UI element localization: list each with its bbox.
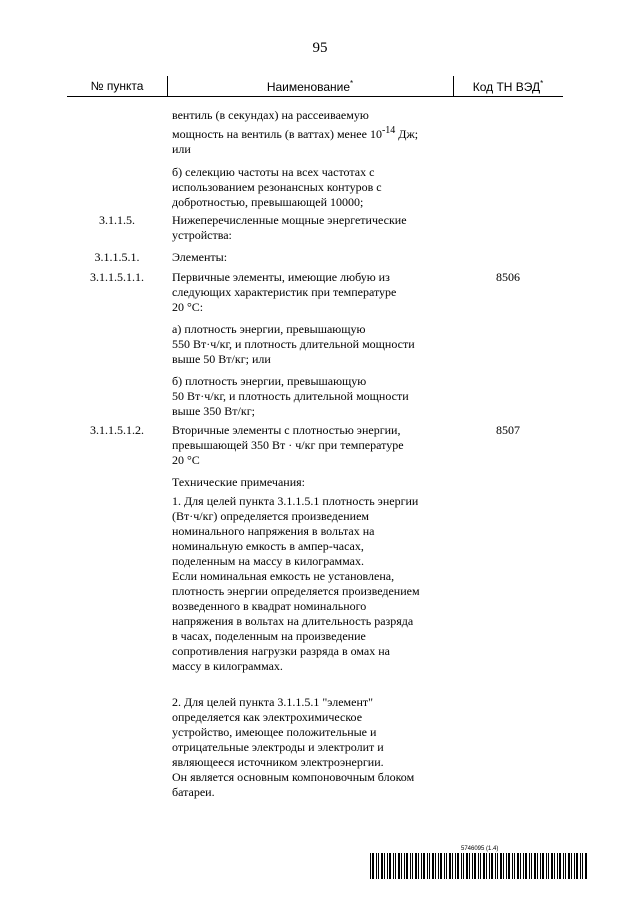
table-row: [172, 475, 442, 490]
row-text-line: или: [172, 142, 191, 156]
row-text-line: Технические примечания:: [172, 475, 305, 489]
row-text-line: в часах, поделенным на произведение: [172, 629, 366, 643]
row-text-line: напряжения в вольтах на длительность разряда: [172, 614, 414, 628]
row-number: 3.1.1.5.: [99, 213, 135, 227]
header-name-column: Наименование*: [266, 79, 354, 94]
row-code: 8507: [496, 423, 520, 437]
table-row: [172, 270, 442, 315]
row-text-line: б) плотность энергии, превышающую: [172, 374, 367, 388]
row-text-line: Вторичные элементы с плотностью энергии,: [172, 423, 401, 437]
row-text-line: 2. Для целей пункта 3.1.1.5.1 "элемент": [172, 695, 374, 709]
row-number: 3.1.1.5.1.2.: [90, 423, 144, 437]
barcode: [370, 853, 590, 879]
row-text-line: возведенного в квадрат номинального: [172, 599, 367, 613]
table-row: [172, 494, 442, 674]
row-code: 8506: [496, 270, 520, 284]
row-text-line: номинальную емкость в ампер-часах,: [172, 539, 364, 553]
barcode-caption: 5746095 (1.4): [461, 846, 499, 852]
row-text-line: (Вт·ч/кг) определяется произведением: [172, 509, 369, 523]
row-text-line: добротностью, превышающей 10000;: [172, 195, 364, 209]
row-text-line: 1. Для целей пункта 3.1.1.5.1 плотность энергии: [172, 494, 419, 508]
row-text-line: выше 50 Вт/кг; или: [172, 352, 271, 366]
row-text-line: плотность энергии определяется произведением: [172, 584, 420, 598]
row-text-line: определяется как электрохимическое: [172, 710, 363, 724]
row-text-line: а) плотность энергии, превышающую: [172, 322, 366, 336]
row-text-line: устройства:: [172, 228, 232, 242]
row-text-line: Первичные элементы, имеющие любую из: [172, 270, 390, 284]
table-header: [67, 76, 563, 97]
row-text-line: 20 °C:: [172, 300, 204, 314]
row-text-line: мощность на вентиль (в ваттах) менее $10^{-14}$ Дж;: [172, 125, 419, 141]
row-number: 3.1.1.5.1.1.: [90, 270, 144, 284]
header-code-column: Код ТН ВЭД*: [472, 79, 544, 94]
row-text-line: вентиль (в секундах) на рассеиваемую: [172, 108, 369, 122]
row-number: 3.1.1.5.1.: [94, 250, 140, 264]
row-text-line: Он является основным компоновочным блоком: [172, 770, 415, 784]
row-text-line: 550 Вт·ч/кг, и плотность длительной мощности: [172, 337, 415, 351]
row-text-line: номинального напряжения в вольтах на: [172, 524, 375, 538]
table-row: [172, 108, 442, 157]
row-text-line: сопротивления нагрузки разряда в омах на: [172, 644, 390, 658]
table-row: [172, 695, 442, 800]
row-text-line: использованием резонансных контуров с: [172, 180, 382, 194]
row-text-line: 20 °C: [172, 453, 200, 467]
table-row: [172, 374, 442, 419]
row-text-line: являющееся источником электроэнергии.: [172, 755, 384, 769]
row-text-line: б) селекцию частоты на всех частотах с: [172, 165, 375, 179]
table-row: [172, 165, 442, 210]
row-text-line: следующих характеристик при температуре: [172, 285, 397, 299]
row-text-line: поделенным на массу в килограммах.: [172, 554, 364, 568]
row-text-line: 50 Вт·ч/кг, и плотность длительной мощности: [172, 389, 409, 403]
row-text-line: отрицательные электроды и электролит и: [172, 740, 384, 754]
table-row: [172, 322, 442, 367]
row-text-line: превышающей 350 Вт · ч/кг при температуре: [172, 438, 404, 452]
row-text-line: Элементы:: [172, 250, 228, 264]
row-text-line: массу в килограммах.: [172, 659, 283, 673]
header-number-column: № пункта: [90, 79, 144, 93]
row-text-line: выше 350 Вт/кг;: [172, 404, 255, 418]
row-text-line: батареи.: [172, 785, 215, 799]
page-number: 95: [312, 40, 328, 56]
row-text-line: Нижеперечисленные мощные энергетические: [172, 213, 407, 227]
row-text-line: Если номинальная емкость не установлена,: [172, 569, 395, 583]
table-row: [172, 250, 442, 265]
table-row: [172, 213, 442, 243]
row-text-line: устройство, имеющее положительные и: [172, 725, 377, 739]
table-row: [172, 423, 442, 468]
